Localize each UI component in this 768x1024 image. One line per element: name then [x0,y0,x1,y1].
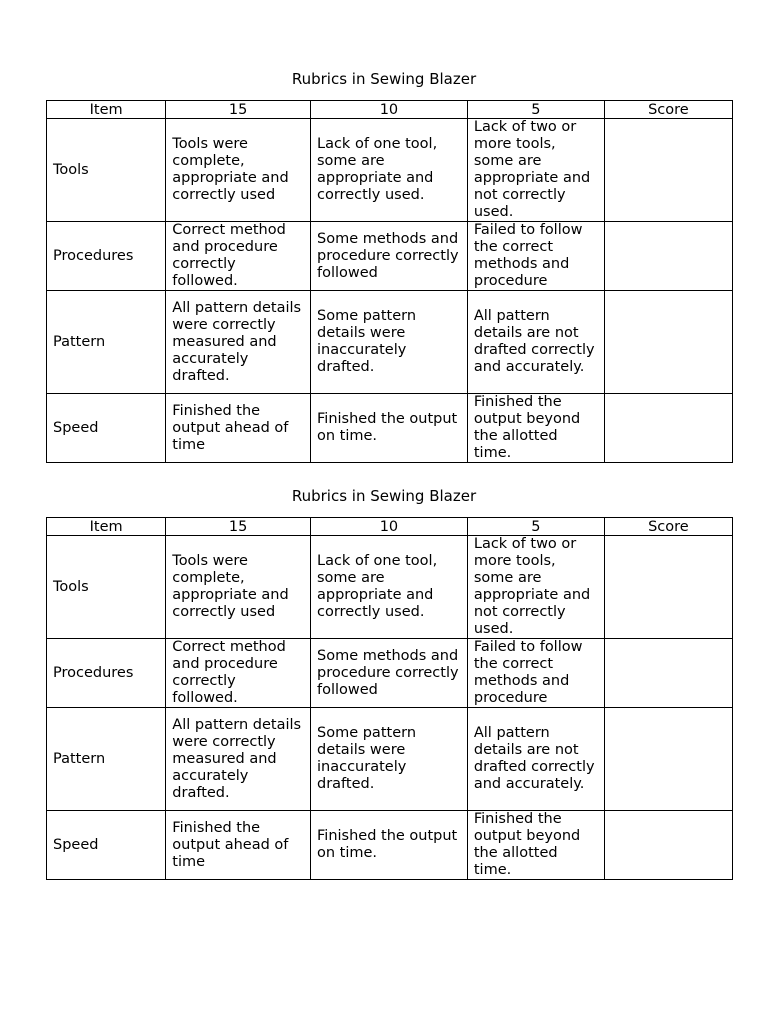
criteria-10-cell: Finished the output on time. [311,811,468,880]
item-cell: Pattern [47,708,166,811]
header-row [47,518,733,536]
criteria-10-cell: Finished the output on time. [311,394,468,463]
header-5: 5 [467,101,604,119]
item-cell: Tools [47,536,166,639]
criteria-5-cell: Lack of two or more tools, some are appropriate and not correctly used. [467,119,604,222]
item-cell: Procedures [47,639,166,708]
criteria-15-cell: Tools were complete, appropriate and correctly used [166,536,311,639]
score-cell[interactable] [604,639,732,708]
criteria-5-cell: Failed to follow the correct methods and procedure [467,639,604,708]
criteria-5-cell: Finished the output beyond the allotted time. [467,394,604,463]
header-15: 15 [166,101,311,119]
criteria-15-cell: Finished the output ahead of time [166,811,311,880]
criteria-5-cell: All pattern details are not drafted correctly and accurately. [467,708,604,811]
table-row [47,708,733,811]
header-10: 10 [311,101,468,119]
criteria-10-cell: Lack of one tool, some are appropriate and correctly used. [311,536,468,639]
table-row [47,119,733,222]
header-item: Item [47,518,166,536]
rubric-table [46,100,733,463]
criteria-15-cell: Tools were complete, appropriate and correctly used [166,119,311,222]
header-item: Item [47,101,166,119]
criteria-10-cell: Some methods and procedure correctly followed [311,222,468,291]
item-cell: Tools [47,119,166,222]
score-cell[interactable] [604,119,732,222]
header-row [47,101,733,119]
item-cell: Procedures [47,222,166,291]
score-cell[interactable] [604,708,732,811]
criteria-5-cell: Finished the output beyond the allotted time. [467,811,604,880]
criteria-10-cell: Lack of one tool, some are appropriate and correctly used. [311,119,468,222]
table-row [47,222,733,291]
score-cell[interactable] [604,394,732,463]
item-cell: Speed [47,394,166,463]
score-cell[interactable] [604,811,732,880]
rubric-title: Rubrics in Sewing Blazer [291,70,477,88]
item-cell: Speed [47,811,166,880]
header-15: 15 [166,518,311,536]
criteria-15-cell: Correct method and procedure correctly followed. [166,222,311,291]
criteria-10-cell: Some pattern details were inaccurately drafted. [311,708,468,811]
criteria-10-cell: Some methods and procedure correctly followed [311,639,468,708]
header-5: 5 [467,518,604,536]
table-row [47,394,733,463]
rubric-table [46,517,733,880]
table-row [47,811,733,880]
criteria-10-cell: Some pattern details were inaccurately drafted. [311,291,468,394]
item-cell: Pattern [47,291,166,394]
score-cell[interactable] [604,222,732,291]
table-row [47,639,733,708]
criteria-15-cell: All pattern details were correctly measured and accurately drafted. [166,708,311,811]
score-cell[interactable] [604,536,732,639]
header-score: Score [604,101,732,119]
header-10: 10 [311,518,468,536]
rubric-title: Rubrics in Sewing Blazer [291,487,477,505]
criteria-15-cell: Correct method and procedure correctly followed. [166,639,311,708]
criteria-15-cell: Finished the output ahead of time [166,394,311,463]
table-row [47,536,733,639]
criteria-5-cell: Lack of two or more tools, some are appropriate and not correctly used. [467,536,604,639]
score-cell[interactable] [604,291,732,394]
header-score: Score [604,518,732,536]
criteria-5-cell: Failed to follow the correct methods and procedure [467,222,604,291]
criteria-5-cell: All pattern details are not drafted correctly and accurately. [467,291,604,394]
criteria-15-cell: All pattern details were correctly measured and accurately drafted. [166,291,311,394]
table-row [47,291,733,394]
